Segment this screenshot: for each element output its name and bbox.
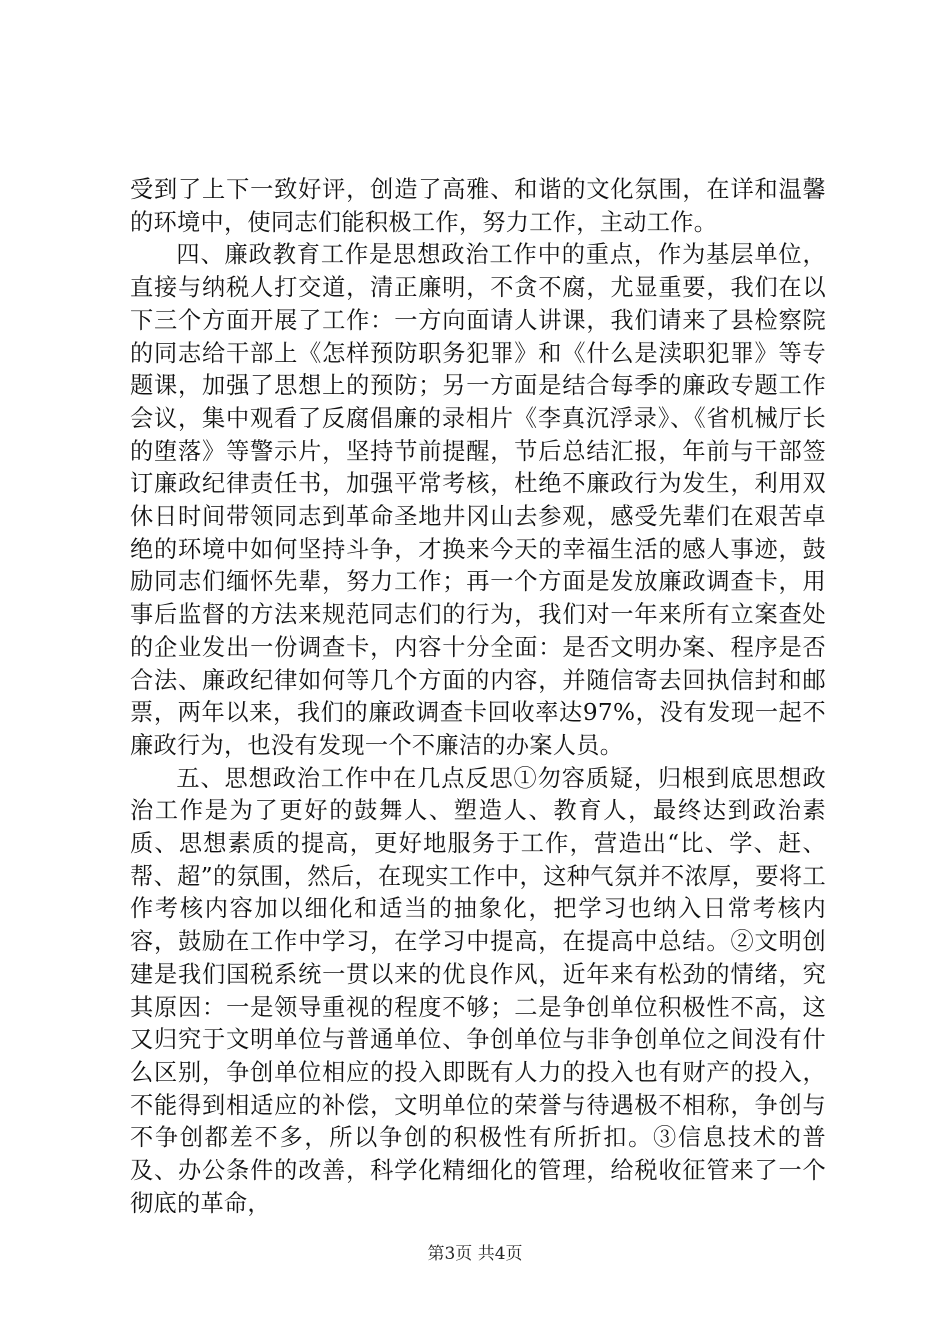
paragraph-anti-corruption-education: 四、廉政教育工作是思想政治工作中的重点，作为基层单位，直接与纳税人打交道，清正廉明，不贪不腐，尤显重要，我们在以下三个方面开展了工作：一方向面请人讲课，我们请来了县检察院的同志给干部上《怎样预防职务犯罪》和《什么是渎职犯罪》等专题课，加强了思想上的预防；另一方面是结合每季的廉政专题工作会议，集中观看了反腐倡廉的录相片《李真沉浮录》、《省机械厅长的堕落》等警示片，坚持节前提醒，节后总结汇报，年前与干部签订廉政纪律责任书，加强平常考核，杜绝不廉政行为发生，利用双休日时间带领同志到革命圣地井冈山去参观，感受先辈们在艰苦卓绝的环境中如何坚持斗争，才换来今天的幸福生活的感人事迹，鼓励同志们缅怀先辈，努力工作；再一个方面是发放廉政调查卡，用事后监督的方法来规范同志们的行为，我们对一年来所有立案查处的企业发出一份调查卡，内容十分全面：是否文明办案、程序是否合法、廉政纪律如何等几个方面的内容，并随信寄去回执信封和邮票，两年以来，我们的廉政调查卡回收率达97%，没有发现一起不廉政行为，也没有发现一个不廉洁的办案人员。: [130, 241, 826, 759]
paragraph-continuation: 受到了上下一致好评，创造了高雅、和谐的文化氛围，在详和温馨的环境中，使同志们能积极工作，努力工作，主动工作。: [130, 176, 826, 236]
page-number-footer: 第3页 共4页: [427, 1244, 523, 1264]
paragraph-reflections: 五、思想政治工作中在几点反思①勿容质疑，归根到底思想政治工作是为了更好的鼓舞人、塑造人、教育人，最终达到政治素质、思想素质的提高，更好地服务于工作，营造出“比、学、赶、帮、超”的氛围，然后，在现实工作中，这种气氛并不浓厚，要将工作考核内容加以细化和适当的抽象化，把学习也纳入日常考核内容，鼓励在工作中学习，在学习中提高，在提高中总结。②文明创建是我们国税系统一贯以来的优良作风，近年来有松劲的情绪，究其原因：一是领导重视的程度不够；二是争创单位积极性不高，这又归究于文明单位与普通单位、争创单位与非争创单位之间没有什么区别，争创单位相应的投入即既有人力的投入也有财产的投入，不能得到相适应的补偿，文明单位的荣誉与待遇极不相称，争创与不争创都差不多，所以争创的积极性有所折扣。③信息技术的普及、办公条件的改善，科学化精细化的管理，给税收征管来了一个彻底的革命，: [130, 764, 826, 1217]
document-body: [130, 174, 826, 1221]
